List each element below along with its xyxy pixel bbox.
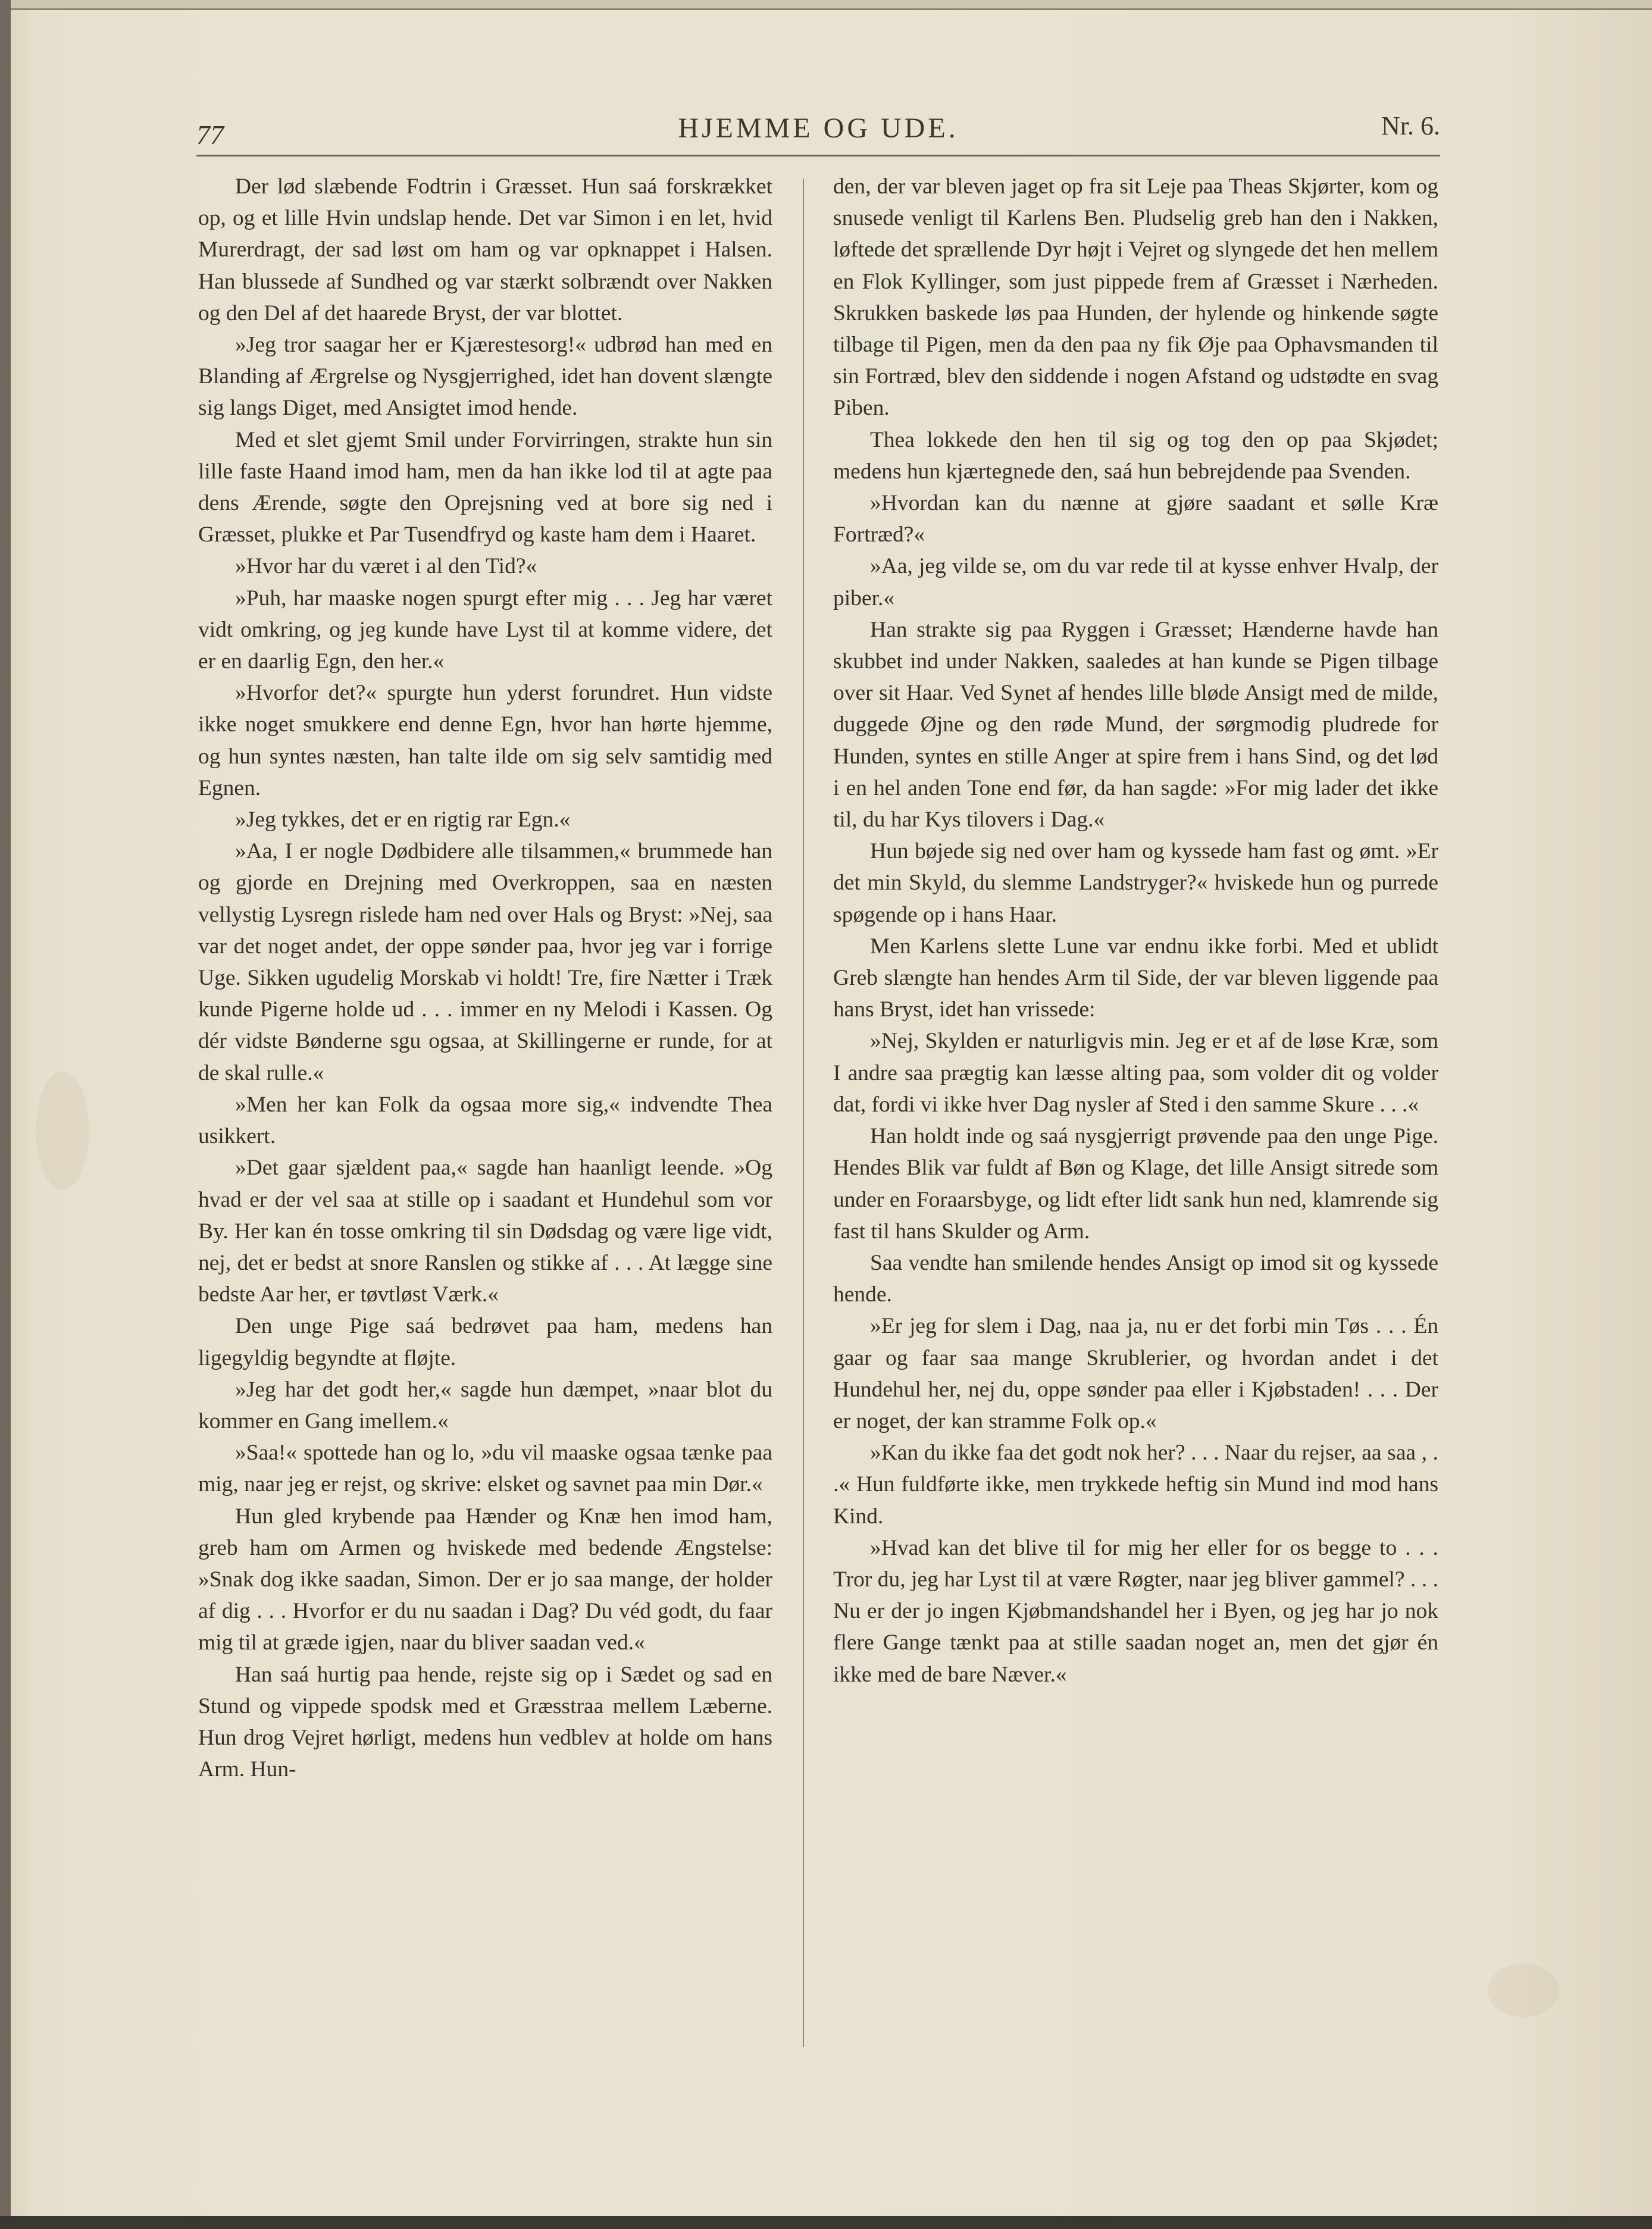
paragraph: Han saá hurtig paa hende, rejste sig op i Sædet og sad en Stund og vippede spodsk med et Græsstraa mellem Læberne. Hun drog Vejret hørligt, medens hun vedblev at holde om hans Arm. Hun- — [198, 1662, 772, 1782]
paragraph: »Jeg tror saagar her er Kjærestesorg!« udbrød han med en Blanding af Ærgrelse og Nysgjerrighed, idet han dovent slængte sig langs Diget, med Ansigtet imod hende. — [198, 333, 772, 421]
paragraph: »Hvorfor det?« spurgte hun yderst forundret. Hun vidste ikke noget smukkere end denne Egn, hvor han hørte hjemme, og hun syntes næsten, han talte ilde om sig selv samtidig med Egnen. — [198, 681, 772, 800]
paragraph: »Hvor har du været i al den Tid?« — [235, 554, 537, 579]
paragraph: Thea lokkede den hen til sig og tog den op paa Skjødet; medens hun kjærtegnede den, saá hun bebrejdende paa Svenden. — [833, 427, 1438, 484]
paragraph: »Aa, I er nogle Dødbidere alle tilsammen,« brummede han og gjorde en Drejning med Overkroppen, saa en næsten vellystig Lysregn rislede ham ned over Hals og Bryst: »Nej, saa var det noget andet, der oppe sønder paa, hvor jeg var i forrige Uge. Sikken ugudelig Morskab vi holdt! Tre, fire Nætter i Træk kunde Pigerne holde ud . . . immer en ny Melodi i Kassen. Og dér vidste Bønderne sgu ogsaa, at Skillingerne er runde, for at de skal rulle.« — [198, 839, 772, 1085]
paper-stain — [1488, 1964, 1559, 2017]
paper-stain — [36, 1071, 89, 1190]
paragraph: »Er jeg for slem i Dag, naa ja, nu er det forbi min Tøs . . . Én gaar og faar saa mange Skrublerier, og hvordan andet i det Hundehul her, nej du, oppe sønder paa eller i Kjøbstaden! . . . Der er noget, der kan stramme Folk op.« — [833, 1314, 1438, 1433]
page-header — [196, 101, 1440, 156]
paragraph: Der lød slæbende Fodtrin i Græsset. Hun saá forskrækket op, og et lille Hvin undslap hende. Det var Simon i en let, hvid Murerdragt, der sad løst om ham og var opknappet i Halsen. Han blussede af Sundhed og var stærkt solbrændt over Nakken og den Del af det haarede Bryst, der var blottet. — [198, 174, 772, 325]
paragraph: »Hvad kan det blive til for mig her eller for os begge to . . . Tror du, jeg har Lyst til at være Røgter, naar jeg bliver gammel? . . . Nu er der jo ingen Kjøbmandshandel her i Byen, og jeg har jo nok flere Gange tænkt paa at stille saadan noget an, men det gjør én ikke med de bare Næver.« — [833, 1535, 1438, 1687]
paragraph: Men Karlens slette Lune var endnu ikke forbi. Med et ublidt Greb slængte han hendes Arm til Side, der var bleven liggende paa hans Bryst, idet han vrissede: — [833, 934, 1438, 1022]
paragraph: Saa vendte han smilende hendes Ansigt op imod sit og kyssede hende. — [833, 1250, 1438, 1307]
paragraph: »Saa!« spottede han og lo, »du vil maaske ogsaa tænke paa mig, naar jeg er rejst, og skrive: elsket og savnet paa min Dør.« — [198, 1441, 772, 1497]
continued-paragraph: den, der var bleven jaget op fra sit Leje paa Theas Skjørter, kom og snusede venligt til Karlens Ben. Pludselig greb han den i Nakken, løftede det sprællende Dyr højt i Vejret og slyngede det hen mellem en Flok Kyllinger, som just pippede frem af Græsset i Nærheden. Skrukken baskede løs paa Hunden, der hylende og hinkende søgte tilbage til Pigen, men da den paa ny fik Øje paa Ophavsmanden til sin Fortræd, blev den siddende i nogen Afstand og udstødte en svag Piben. — [833, 174, 1438, 421]
paragraph: Hun gled krybende paa Hænder og Knæ hen imod ham, greb ham om Armen og hviskede med bedende Ængstelse: »Snak dog ikke saadan, Simon. Der er jo saa mange, der holder af dig . . . Hvorfor er du nu saadan i Dag? Du véd godt, du faar mig til at græde igjen, naar du bliver saadan ved.« — [198, 1504, 772, 1655]
page-top-edge — [0, 0, 1652, 10]
page-bottom-edge — [0, 2216, 1652, 2229]
paragraph: »Hvordan kan du nænne at gjøre saadant et sølle Kræ Fortræd?« — [833, 491, 1438, 547]
paragraph: »Jeg tykkes, det er en rigtig rar Egn.« — [235, 807, 571, 832]
paragraph: Med et slet gjemt Smil under Forvirringen, strakte hun sin lille faste Haand imod ham, men da han ikke lod til at agte paa dens Ærende, søgte den Oprejsning ved at bore sig ned i Græsset, plukke et Par Tusendfryd og kaste ham dem i Haaret. — [198, 427, 772, 547]
paragraph: Hun bøjede sig ned over ham og kyssede ham fast og ømt. »Er det min Skyld, du slemme Landstryger?« hviskede hun og purrede spøgende op i hans Haar. — [833, 839, 1438, 927]
issue-number: Nr. 6. — [1381, 111, 1440, 140]
paragraph: »Nej, Skylden er naturligvis min. Jeg er et af de løse Kræ, som I andre saa prægtig kan læsse alting paa, som volder dit og volder dat, fordi vi ikke hver Dag nysler af Sted i den samme Skure . . .« — [833, 1029, 1438, 1117]
paragraph: »Puh, har maaske nogen spurgt efter mig . . . Jeg har været vidt omkring, og jeg kunde have Lyst til at komme videre, det er en daarlig Egn, den her.« — [198, 586, 772, 674]
left-column — [198, 171, 772, 1785]
paragraph: »Jeg har det godt her,« sagde hun dæmpet, »naar blot du kommer en Gang imellem.« — [198, 1377, 772, 1433]
column-divider — [803, 179, 804, 2047]
running-title: HJEMME OG UDE. — [678, 112, 959, 144]
paragraph: »Men her kan Folk da ogsaa more sig,« indvendte Thea usikkert. — [198, 1092, 772, 1149]
page-number: 77 — [196, 120, 224, 150]
paragraph: Han holdt inde og saá nysgjerrigt prøvende paa den unge Pige. Hendes Blik var fuldt af Bøn og Klage, det lille Ansigt sitrede som under en Foraarsbyge, og lidt efter lidt sank hun ned, klamrende sig fast til hans Skulder og Arm. — [833, 1124, 1438, 1244]
page-binding-edge — [0, 0, 11, 2229]
right-column — [833, 171, 1438, 1690]
paragraph: »Aa, jeg vilde se, om du var rede til at kysse enhver Hvalp, der piber.« — [833, 554, 1438, 611]
paragraph: Han strakte sig paa Ryggen i Græsset; Hænderne havde han skubbet ind under Nakken, saaledes at han kunde se Pigen tilbage over sit Haar. Ved Synet af hendes lille bløde Ansigt med de milde, duggede Øjne og den røde Mund, der sørgmodig pludrede for Hunden, syntes en stille Anger at spire frem i hans Sind, og det lød i en hel anden Tone end før, da han sagde: »For mig lader det ikke til, du har Kys tilovers i Dag.« — [833, 617, 1438, 832]
paragraph: Den unge Pige saá bedrøvet paa ham, medens han ligegyldig begyndte at fløjte. — [198, 1314, 772, 1370]
paragraph: »Det gaar sjældent paa,« sagde han haanligt leende. »Og hvad er der vel saa at stille op i saadant et Hundehul som vor By. Her kan én tosse omkring til sin Dødsdag og være lige vidt, nej, det er bedst at snore Ranslen og stikke af . . . At lægge sine bedste Aar her, er tøvtløst Værk.« — [198, 1156, 772, 1307]
paragraph: »Kan du ikke faa det godt nok her? . . . Naar du rejser, aa saa , . .« Hun fuldførte ikke, men trykkede heftig sin Mund ind mod hans Kind. — [833, 1441, 1438, 1529]
